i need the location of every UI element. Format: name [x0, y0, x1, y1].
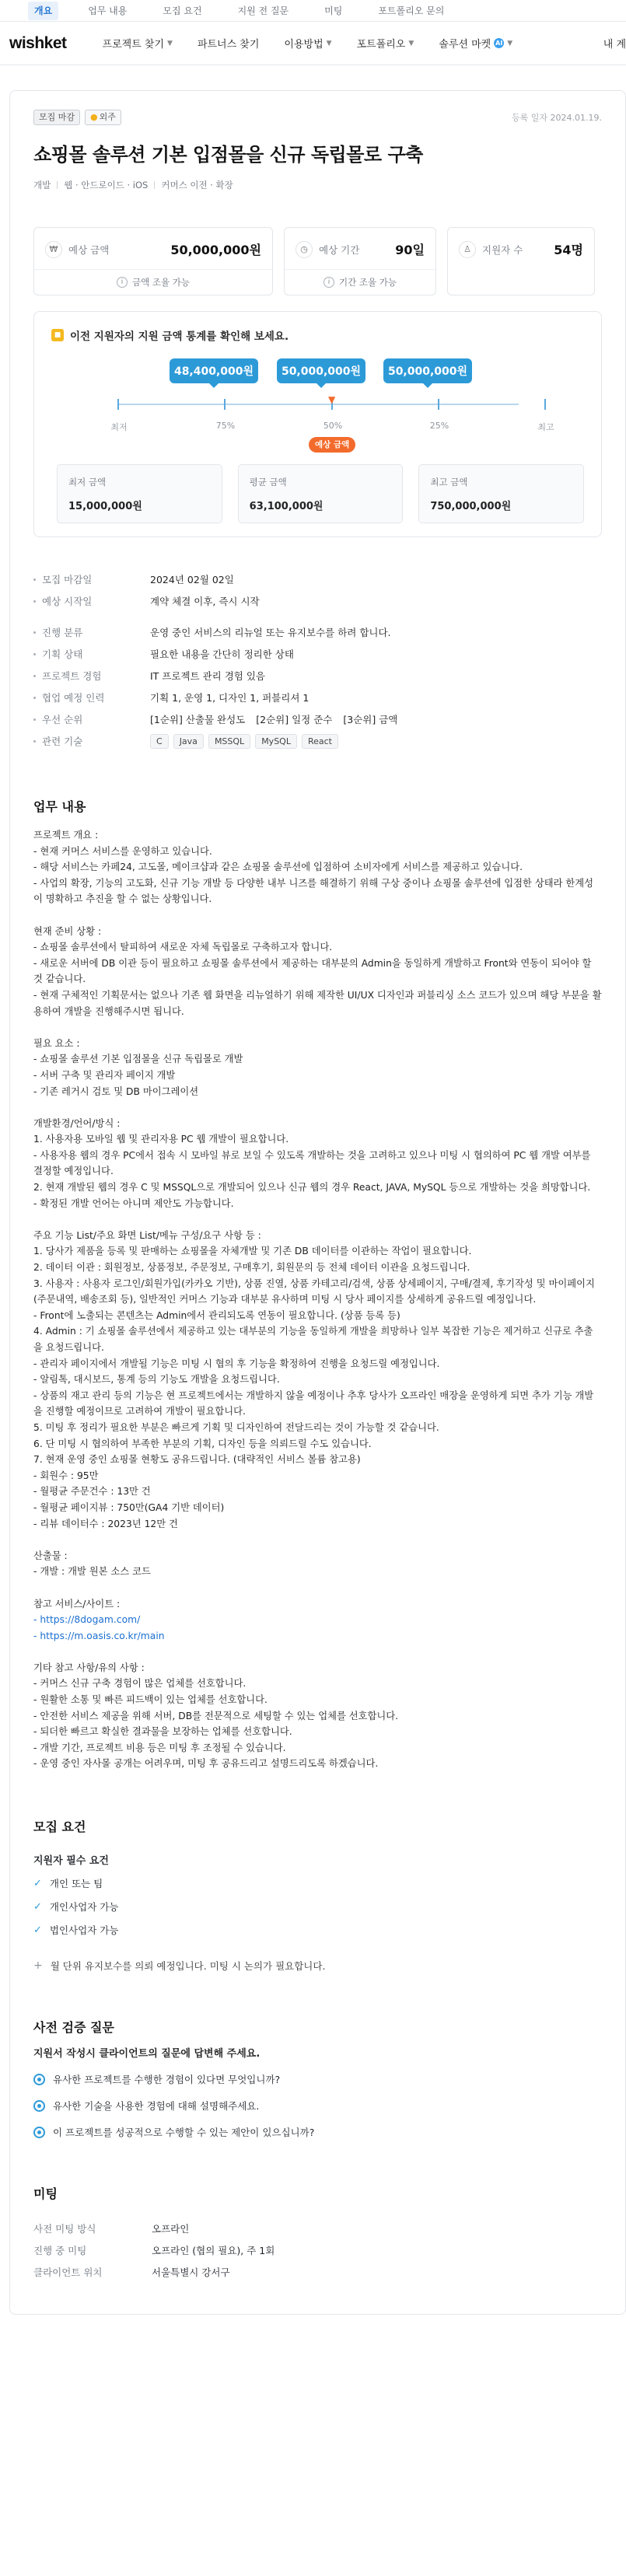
work-line: - 리뷰 데이터수 : 2023년 12만 건: [33, 1518, 178, 1529]
applicants-box: ♙ 지원자 수 54명: [447, 227, 595, 295]
work-line: - 회원수 : 95만: [33, 1470, 99, 1481]
budget-value: 50,000,000원: [170, 243, 261, 257]
tab-3[interactable]: 지원 전 질문: [237, 5, 289, 16]
max-amount-box: 최고 금액 750,000,000원: [418, 464, 584, 523]
work-line: - 월평균 페이지뷰 : 750만(GA4 기반 데이터): [33, 1501, 225, 1513]
requirements-subheading: 지원자 필수 요건: [33, 1855, 109, 1868]
chevron-down-icon: ▼: [326, 39, 332, 47]
question-item: 이 프로젝트를 성공적으로 수행할 수 있는 제안이 있으십니까?: [33, 2125, 602, 2139]
work-line: - 사용자용 웹의 경우 PC에서 접속 시 모바일 뷰로 보일 수 있도록 개발하는 것을 고려하고 있으나 미팅 시 협의하여 PC 웹 개발 여부를 결정할 예정입니다.: [33, 1149, 591, 1177]
category-field: 커머스 이전 · 확장: [161, 180, 233, 190]
work-paragraph: [33, 924, 602, 1020]
period-box: ◷ 예상 기간 90일 i 기간 조율 가능: [284, 227, 436, 295]
info-row-plan: 기획 상태 필요한 내용을 간단히 정리한 상태: [33, 643, 602, 665]
work-line: 주요 기능 List/주요 화면 List/메뉴 구성/요구 사항 등 :: [33, 1229, 261, 1241]
menu-solution-market[interactable]: 솔루션 마켓 AI ▼: [439, 39, 513, 51]
meeting-row: 클라이언트 위치 서울특별시 강서구: [33, 2267, 230, 2279]
tick-max: [544, 399, 546, 410]
info-row-start: 예상 시작일 계약 체결 이후, 즉시 시작: [33, 590, 602, 612]
check-icon: ✓: [33, 1900, 42, 1913]
work-description: [33, 827, 602, 1772]
tick-75: [224, 399, 226, 410]
requirement-item: ✓ 개인 또는 팀: [33, 1877, 103, 1890]
project-title: 쇼핑몰 솔루션 기본 입점몰을 신규 독립몰로 구축: [33, 144, 423, 166]
work-line: - 쇼핑몰 솔루션에서 탈피하여 새로운 자체 독립몰로 구축하고자 합니다.: [33, 942, 333, 953]
work-line: - 해당 서비스는 카페24, 고도몰, 메이크샵과 같은 쇼핑몰 솔루션에 입점하여 소비자에게 서비스를 제공하고 있습니다.: [33, 862, 523, 873]
avg-amount-box: 평균 금액 63,100,000원: [238, 464, 404, 523]
work-line: - 현재 커머스 서비스를 운영하고 있습니다.: [33, 845, 212, 857]
tech-chip: Java: [173, 734, 204, 749]
menu-how-to-use[interactable]: 이용방법 ▼: [284, 39, 332, 51]
info-row-team: 협업 예정 인력 기획 1, 운영 1, 디자인 1, 퍼블리셔 1: [33, 687, 602, 708]
info-icon: i: [117, 277, 128, 288]
work-line: 산출물 :: [33, 1550, 68, 1561]
wishket-logo[interactable]: wishket: [9, 33, 67, 52]
info-row-type: 진행 분류 운영 중인 서비스의 리뉴얼 또는 유지보수를 하려 합니다.: [33, 621, 602, 643]
status-badge: 모집 마감: [33, 110, 80, 125]
requirements-section: [33, 1817, 602, 1973]
work-line: - 운영 중인 자사몰 공개는 어려우며, 미팅 후 공유드리고 설명드리도록 하겠습니다.: [33, 1758, 379, 1770]
work-line: - 안전한 서비스 제공을 위해 서버, DB를 전문적으로 세팅할 수 있는 업체를 선호합니다.: [33, 1710, 399, 1721]
work-paragraph: [33, 1036, 602, 1099]
work-line: 개발환경/언어/방식 :: [33, 1117, 121, 1129]
work-heading: 업무 내용: [33, 799, 86, 814]
category-breadcrumb: [33, 179, 602, 191]
budget-box: ₩ 예상 금액 50,000,000원 i 금액 조율 가능: [33, 227, 273, 295]
work-line: 참고 서비스/사이트 :: [33, 1598, 121, 1610]
tech-chip: React: [302, 734, 338, 749]
work-paragraph: [33, 827, 602, 907]
info-icon: i: [323, 277, 334, 288]
work-line: 4. Admin : 기 쇼핑몰 솔루션에서 제공하고 있는 대부분의 기능을 동일하게 개발을 희망하나 일부 복잡한 기능은 제거하고 신규로 추출을 요청드립니다.: [33, 1326, 593, 1353]
tick-label-min: 최저: [110, 422, 128, 432]
work-line: - 되더한 빠르고 확실한 결과물을 보장하는 업체를 선호합니다.: [33, 1726, 292, 1738]
work-line: 기타 참고 사항/유의 사항 :: [33, 1662, 145, 1673]
work-line: - 새로운 서버에 DB 이관 등이 필요하고 쇼핑몰 솔루션에서 제공하는 대부분의 Admin을 동일하게 개발하고 Front와 연동이 되어야 할 것 같습니다.: [33, 957, 592, 985]
work-line: - 커머스 신규 구축 경험이 많은 업체를 선호합니다.: [33, 1678, 247, 1690]
work-line: - 서버 구축 및 관리자 페이지 개발: [33, 1069, 176, 1081]
bid-statistics: ■ 이전 지원자의 지원 금액 통계를 확인해 보세요. 48,400,000원 50,000,000원 50,000,000원 ▼ 최저 75% 50% 25% 최고 예상 금액 최저 금액 15,000,000원 평균 금액 63,100,000원 최고 금액 750,000,000원: [33, 311, 602, 537]
tab-1[interactable]: 업무 내용: [88, 5, 128, 16]
scale-track: [117, 404, 519, 405]
plus-icon: +: [33, 1959, 43, 1973]
work-line: 7. 현재 운영 중인 쇼핑몰 현황도 공유드립니다. (대략적인 서비스 볼륨 참고용): [33, 1454, 361, 1466]
questions-subheading: 지원서 작성시 클라이언트의 질문에 답변해 주세요.: [33, 2048, 261, 2060]
tech-chip: MSSQL: [208, 734, 250, 749]
reference-link[interactable]: - https://8dogam.com/: [33, 1614, 141, 1626]
tab-0[interactable]: 개요: [28, 2, 58, 20]
meeting-row: 진행 중 미팅 오프라인 (협의 필요), 주 1회: [33, 2245, 275, 2257]
work-line: - 상품의 재고 관리 등의 기능은 현 프로젝트에서는 개발하지 않을 예정이나 추후 당사가 오프라인 매장을 운영하게 되면 추가 기능 개발을 진행할 예정이므로 고려하여 개발이 필요합니다.: [33, 1389, 594, 1417]
work-line: 5. 미팅 후 정리가 필요한 부분은 빠르게 기획 및 디자인하여 전달드리는 것이 가능할 것 같습니다.: [33, 1421, 439, 1433]
check-icon: ✓: [33, 1877, 42, 1889]
tab-4[interactable]: 미팅: [324, 5, 343, 16]
person-icon: ♙: [459, 241, 476, 258]
period-value: 90일: [395, 243, 425, 257]
work-paragraph: [33, 1660, 602, 1772]
tab-5[interactable]: 포트폴리오 문의: [378, 5, 445, 16]
ai-badge-icon: AI: [495, 40, 503, 47]
min-amount-box: 최저 금액 15,000,000원: [57, 464, 222, 523]
applicants-value: 54명: [554, 243, 583, 257]
work-line: 1. 당사가 제품을 등록 및 판매하는 쇼핑몰을 자체개발 및 기존 DB 데이터를 이관하는 작업이 필요합니다.: [33, 1246, 472, 1257]
question-item: 유사한 기술을 사용한 경험에 대해 설명해주세요.: [33, 2099, 602, 2113]
chevron-down-icon: ▼: [408, 39, 414, 47]
work-paragraph: [33, 1116, 602, 1212]
project-detail-card: [9, 90, 626, 2315]
tick-label-75: 75%: [215, 421, 236, 431]
work-line: - 쇼핑몰 솔루션 기본 입점몰을 신규 독립몰로 개발: [33, 1054, 243, 1065]
expected-marker-icon: ▼: [328, 394, 336, 405]
questions-section: [33, 2018, 602, 2139]
work-line: - 사업의 확장, 기능의 고도화, 신규 기능 개발 등 다양한 내부 니즈를 해결하기 위해 구상 중이나 쇼핑몰 솔루션에 입점한 상태라 한계성이 명확하고 추진을 할 수 없는 상황입니다.: [33, 877, 594, 905]
menu-find-partners[interactable]: 파트너스 찾기: [197, 39, 260, 51]
won-icon: ₩: [45, 241, 62, 258]
meeting-row: 사전 미팅 방식 오프라인: [33, 2223, 190, 2235]
info-row-deadline: 모집 마감일 2024년 02월 02일: [33, 568, 602, 590]
work-line: - 개발 기간, 프로젝트 비용 등은 미팅 후 조정될 수 있습니다.: [33, 1742, 286, 1753]
menu-portfolio[interactable]: 포트폴리오 ▼: [356, 39, 414, 51]
bid-scale: [51, 358, 584, 456]
requirement-item: ✓ 법인사업자 가능: [33, 1924, 119, 1937]
clock-icon: ◷: [296, 241, 313, 258]
tick-min: [117, 399, 119, 410]
category-platform: 웹 · 안드로이드 · iOS: [64, 180, 149, 190]
chevron-down-icon: ▼: [507, 39, 513, 47]
chevron-down-icon: ▼: [167, 39, 173, 47]
work-line: - 원활한 소통 및 빠른 피드백이 있는 업체를 선호합니다.: [33, 1694, 268, 1706]
work-line: 필요 요소 :: [33, 1037, 80, 1049]
question-item: 유사한 프로젝트를 수행한 경험이 있다면 무엇입니까?: [33, 2072, 602, 2086]
bubble-50: 50,000,000원: [277, 358, 365, 383]
lock-icon: ■: [51, 329, 64, 341]
work-line: - Front에 노출되는 콘텐츠는 Admin에서 관리되도록 연동이 필요합니다. (상품 등록 등): [33, 1309, 400, 1321]
work-line: - 월평균 주문건수 : 13만 건: [33, 1486, 151, 1498]
tick-label-max: 최고: [537, 422, 554, 432]
tick-25: [438, 399, 439, 410]
category-main: 개발: [33, 180, 51, 190]
tech-chip: C: [150, 734, 169, 749]
check-icon: ✓: [33, 1924, 42, 1936]
requirement-item: ✓ 개인사업자 가능: [33, 1900, 119, 1914]
work-line: 3. 사용자 : 사용자 로그인/회원가입(카카오 기반), 상품 진열, 상품 카테고리/검색, 상품 상세페이지, 구매/결제, 후기작성 및 마이페이지(주문내역, 배송조회 등), 일반적인 커머스 기능과 대부분 유사하며 미팅 시 당사 페이지를 상세하게 공유드릴 예정입니다.: [33, 1278, 595, 1305]
meeting-section: [33, 2184, 602, 2283]
meeting-heading: 미팅: [33, 2186, 58, 2202]
divider: [154, 181, 155, 189]
info-row-experience: 프로젝트 경험 IT 프로젝트 관리 경험 있음: [33, 665, 602, 687]
work-paragraph: [33, 1228, 602, 1532]
work-line: - 현재 구체적인 기획문서는 없으나 기존 웹 화면을 리뉴얼하기 위해 제작한 UI/UX 디자인과 퍼블리싱 소스 코드가 있으며 해당 부분을 활용하여 개발을 진행해주시면 됩니다.: [33, 989, 602, 1017]
work-line: - 알림톡, 대시보드, 통계 등의 기능도 개발을 요청드립니다.: [33, 1374, 280, 1386]
questions-heading: 사전 검증 질문: [33, 2020, 114, 2036]
menu-find-project[interactable]: 프로젝트 찾기 ▼: [102, 39, 173, 51]
work-line: - 관리자 페이지에서 개발될 기능은 미팅 시 협의 후 기능을 확정하여 진행을 요청드릴 예정입니다.: [33, 1358, 440, 1369]
work-line: - 기존 레거시 검토 및 DB 마이그레이션: [33, 1085, 199, 1097]
work-line: 6. 단 미팅 시 협의하여 부족한 부분의 기획, 디자인 등을 의뢰드릴 수도 있습니다.: [33, 1438, 372, 1449]
anchor-tabs: [0, 0, 626, 22]
info-row-priority: 우선 순위 [1순위] 산출물 완성도 [2순위] 일정 준수 [3순위] 금액: [33, 708, 602, 730]
project-info-list: [33, 568, 602, 752]
bubble-25: 50,000,000원: [383, 358, 472, 383]
work-line: - 개발 : 개발 원본 소스 코드: [33, 1566, 151, 1578]
bubble-75: 48,400,000원: [170, 358, 258, 383]
work-paragraph: [33, 1596, 602, 1645]
radio-ring-icon: [33, 2127, 45, 2138]
work-line: 1. 사용자용 모바일 웹 및 관리자용 PC 웹 개발이 필요합니다.: [33, 1134, 289, 1145]
type-badge: ● 외주: [85, 110, 121, 125]
expected-amount-pill: 예상 금액: [309, 437, 355, 453]
summary-boxes: [33, 227, 602, 295]
tick-label-50: 50%: [323, 421, 343, 431]
menu-my-account[interactable]: 내 계: [603, 39, 626, 51]
reference-link[interactable]: - https://m.oasis.co.kr/main: [33, 1630, 165, 1641]
tech-chip: MySQL: [255, 734, 297, 749]
tab-2[interactable]: 모집 요건: [163, 5, 202, 16]
work-paragraph: [33, 1548, 602, 1580]
work-line: 현재 준비 상황 :: [33, 925, 102, 937]
divider: [57, 181, 58, 189]
requirements-heading: 모집 요건: [33, 1819, 86, 1835]
work-line: 2. 현재 개발된 웹의 경우 C 및 MSSQL으로 개발되어 있으나 신규 웹의 경우 React, JAVA, MySQL 등으로 개발하는 것을 희망합니다.: [33, 1182, 591, 1194]
work-line: 프로젝트 개요 :: [33, 830, 99, 841]
requirement-note: + 월 단위 유지보수를 의뢰 예정입니다. 미팅 시 논의가 필요합니다.: [33, 1959, 326, 1973]
tick-label-25: 25%: [429, 421, 449, 431]
work-line: - 확정된 개발 언어는 아니며 제안도 가능합니다.: [33, 1197, 234, 1209]
radio-ring-icon: [33, 2074, 45, 2085]
registration-date: 등록 일자 2024.01.19.: [512, 113, 602, 123]
work-line: 2. 데이터 이관 : 회원정보, 상품정보, 주문정보, 구매후기, 회원문의 등 전체 데이터 이관을 요청드립니다.: [33, 1262, 470, 1274]
info-row-tech: 관련 기술 C Java MSSQL MySQL React: [33, 730, 602, 752]
radio-ring-icon: [33, 2100, 45, 2112]
dot-icon: ●: [90, 112, 98, 122]
work-section: [33, 797, 602, 1772]
global-nav: [0, 22, 626, 65]
